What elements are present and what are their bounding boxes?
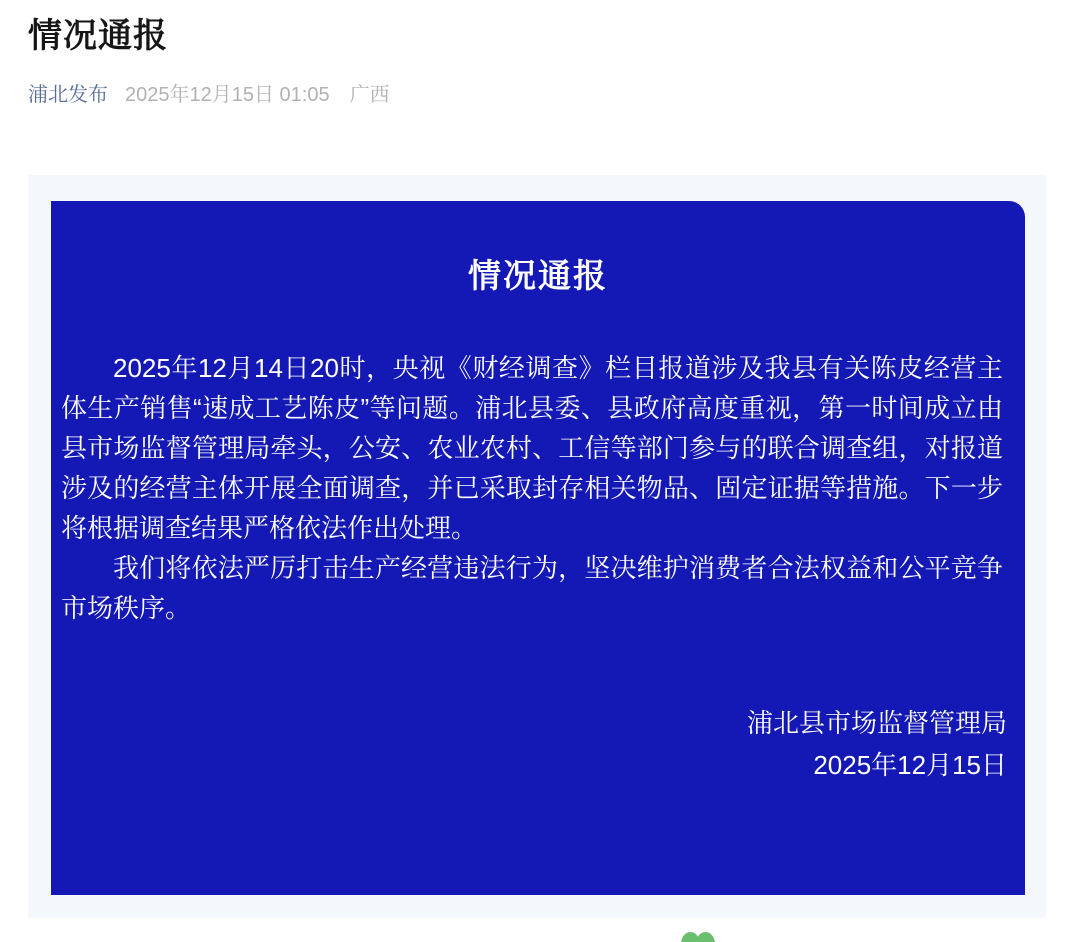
green-leaf-bumps-icon (681, 932, 715, 942)
notice-body (51, 348, 1025, 628)
notice-paragraph: 我们将依法严厉打击生产经营违法行为，坚决维护消费者合法权益和公平竞争市场秩序。 (61, 552, 1003, 623)
signature-date: 2025年12月15日 (813, 749, 1007, 780)
byline (28, 82, 1080, 108)
notice-card-title: 情况通报 (468, 256, 608, 294)
notice-signature (51, 702, 1025, 786)
publish-datetime: 2025年12月15日 01:05 (125, 83, 330, 106)
notice-section-background (28, 175, 1046, 918)
notice-paragraph: 2025年12月14日20时，央视《财经调查》栏目报道涉及我县有关陈皮经营主体生产销售“速成工艺陈皮”等问题。浦北县委、县政府高度重视，第一时间成立由县市场监督管理局牵头，公安、农业农村、工信等部门参与的联合调查组，对报道涉及的经营主体开展全面调查，并已采取封存相关物品、固定证据等措施。下一步将根据调查结果严格依法作出处理。 (61, 352, 1003, 543)
publish-region: 广西 (349, 83, 390, 106)
article-title: 情况通报 (28, 17, 168, 55)
notice-card (51, 201, 1025, 895)
signature-org: 浦北县市场监督管理局 (746, 707, 1007, 738)
account-name-link[interactable]: 浦北发布 (28, 83, 108, 106)
